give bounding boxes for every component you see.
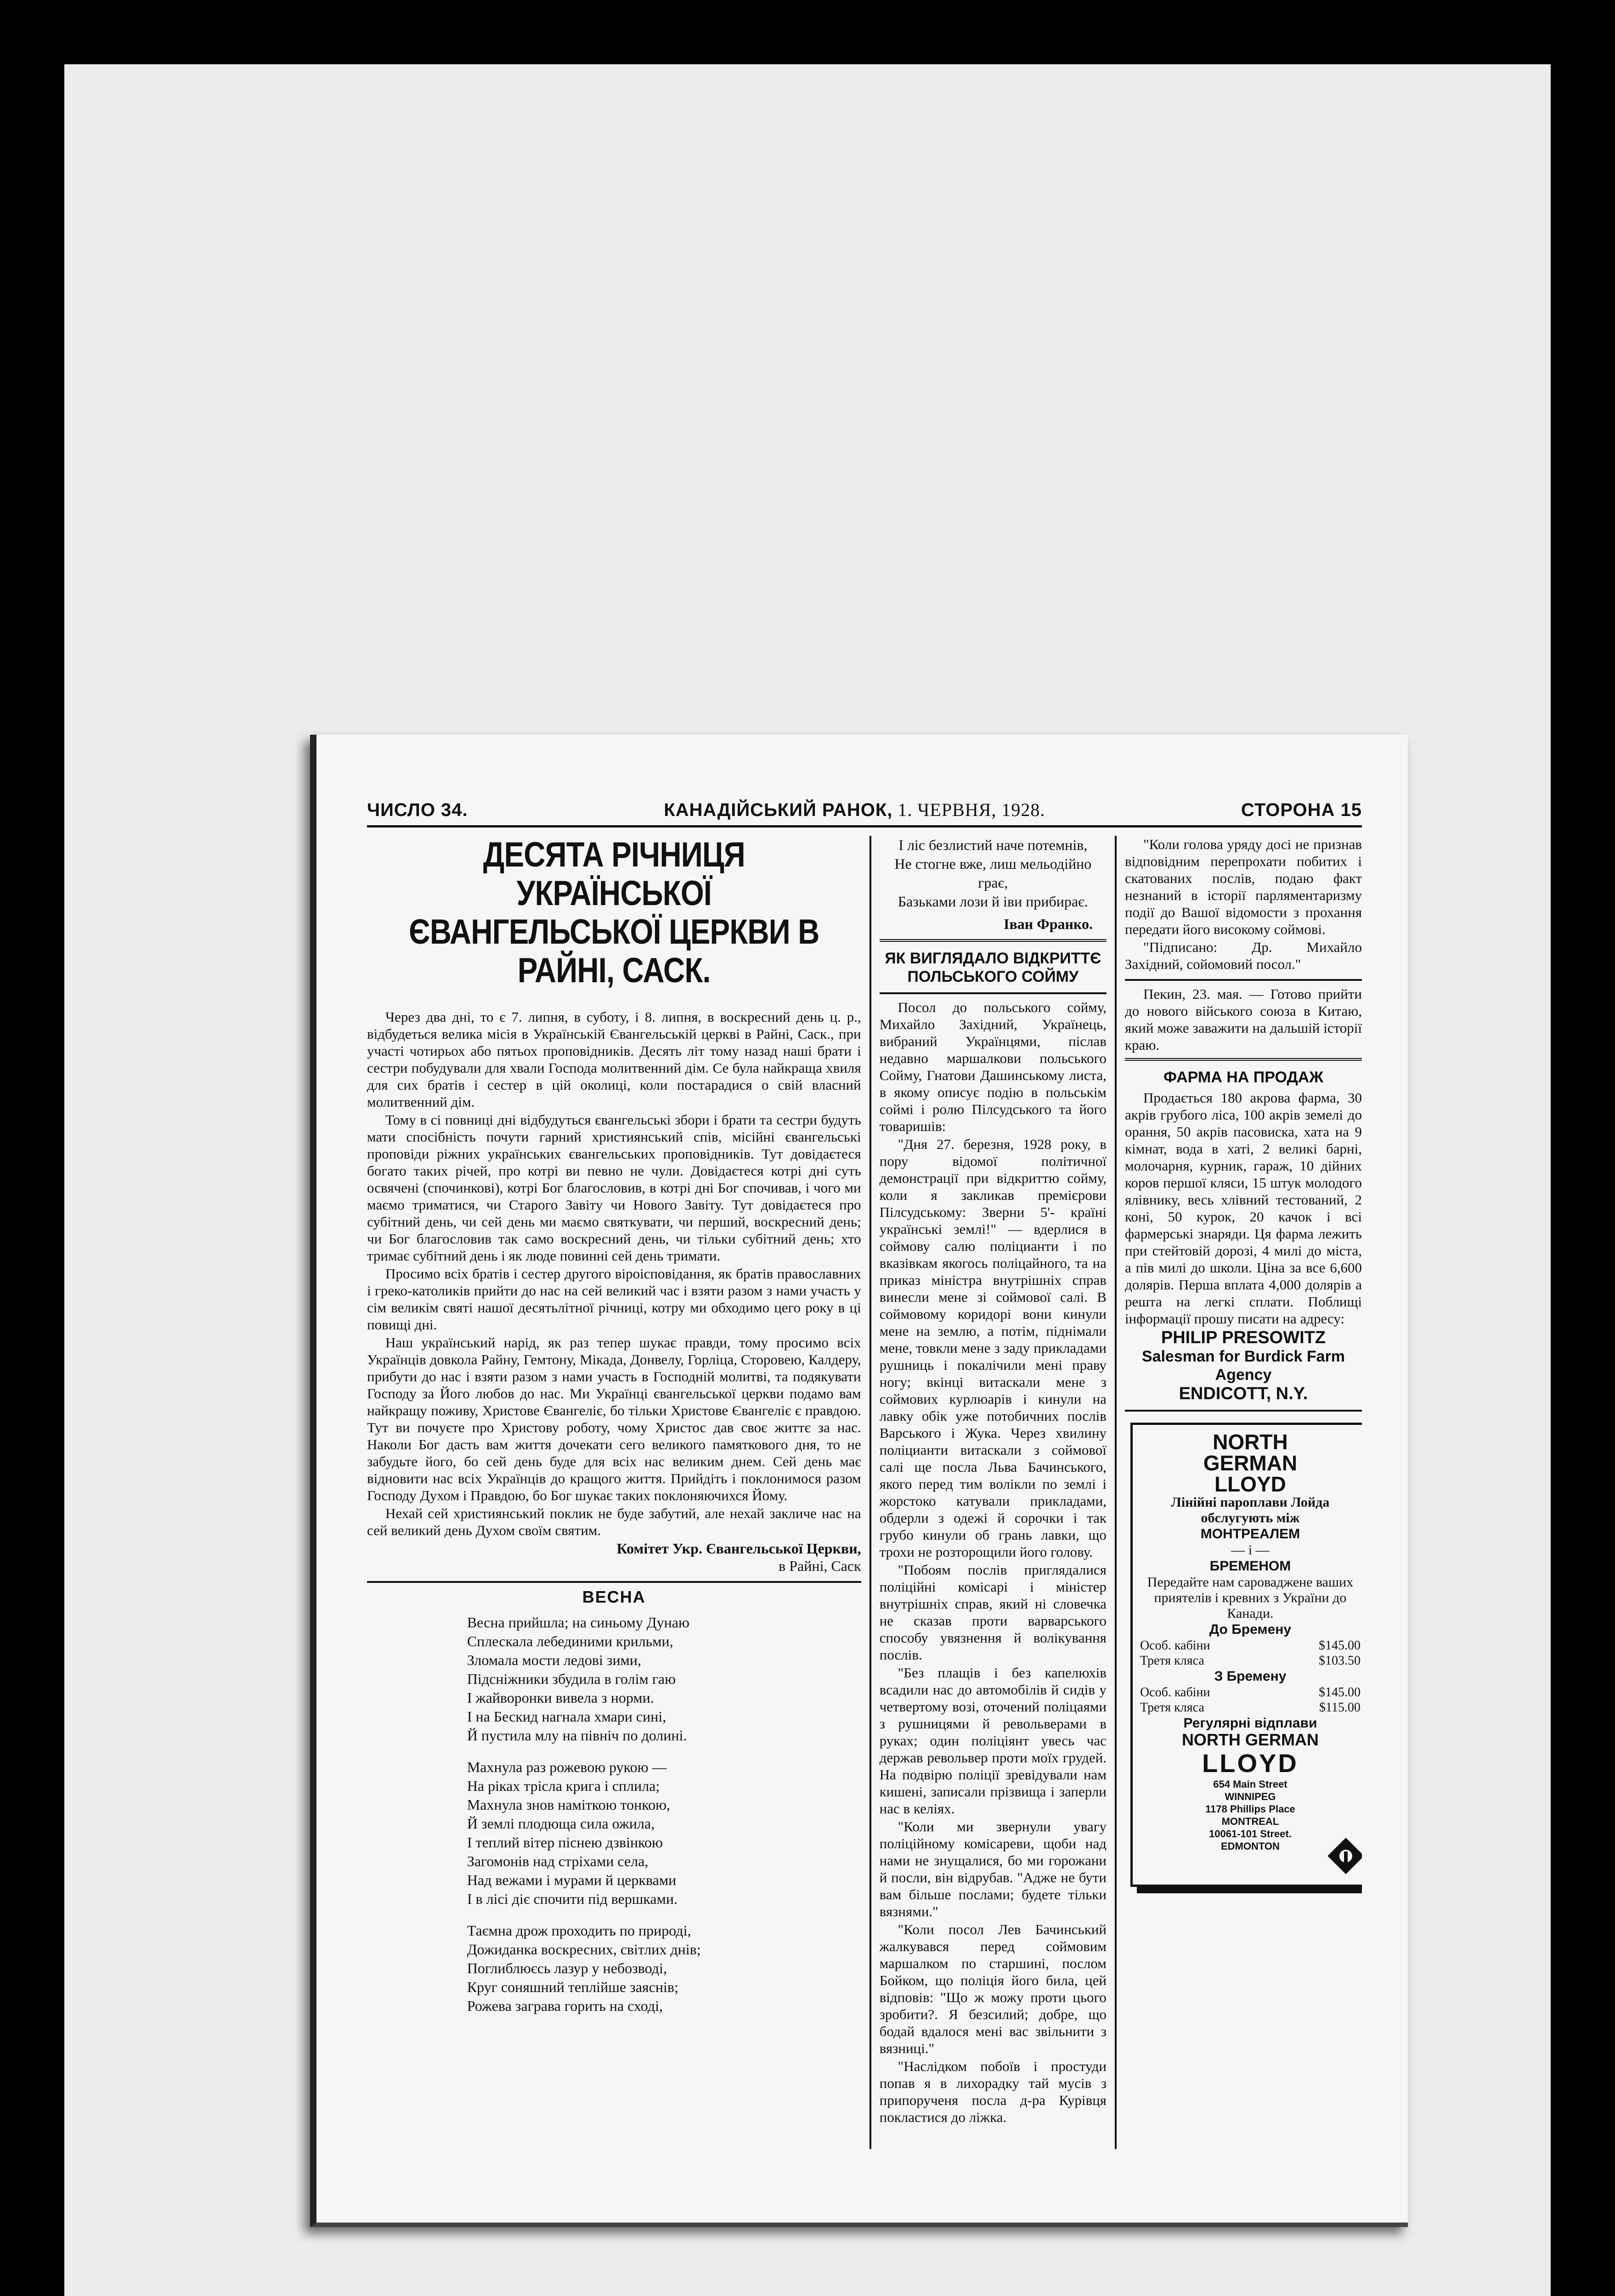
- ad-line: Лінійні пароплави Лойда обслугують між: [1171, 1495, 1330, 1525]
- signature: Комітет Укр. Євангельської Церкви,: [616, 1540, 861, 1557]
- company-key-logo-icon: [1327, 1838, 1362, 1874]
- poem-line: Таємна дрож проходить по природі,: [467, 1922, 691, 1939]
- divider: [1125, 979, 1362, 981]
- poem-line: Сплескала лебединими крильми,: [467, 1633, 673, 1649]
- poem-line: Над вежами і мурами й церквами: [467, 1872, 677, 1888]
- ad-city: БРЕМЕНОМ: [1209, 1559, 1291, 1574]
- brand-name: LLOYD: [1214, 1472, 1286, 1496]
- contact-title: Salesman for Burdick Farm: [1141, 1348, 1345, 1365]
- article-paragraph: Тому в сі повниці дні відбудуться євангельські збори і брати та сестри будуть мати спосібність почути гарний християнський спів, місійні євангельські проповіди ріжних українських євангельських проповідників. Тут довідаєтеся богато таких річей, про котрі ви певно не чули. Довідаєтеся котрі дні суть освячені (спочинкові), котрі Бог благословив, в котрі дні Бог спочивав, і чого ми маємо триматися, чи Старого Завіту чи Нового Завіту. Тут довідаєтеся про субітний день, чи сей день ми маємо святкувати, чи перший, воскресний день; чи Бог благословив так само воскресний день, чи тільки субітний день; хто тримає субітний день і як люде повинні сей день тримати.: [367, 1112, 861, 1264]
- fare-row: Особ. кабіни $145.00: [1140, 1685, 1361, 1699]
- column-middle: [871, 836, 1117, 2149]
- brand-name: NORTH: [1213, 1430, 1288, 1454]
- microfilm-frame: [64, 64, 1551, 2296]
- ad-city: МОНТРЕАЛЕМ: [1200, 1526, 1300, 1542]
- poem-stanza: [467, 1758, 761, 1908]
- divider: [880, 992, 1107, 994]
- ad-dash: — і —: [1231, 1542, 1270, 1558]
- poem-line: Зломала мости ледові зими,: [467, 1652, 641, 1668]
- article-title: ЯК ВИГЛЯДАЛО ВІДКРИТТЄ ПОЛЬСЬКОГО СОЙМУ: [885, 950, 1101, 985]
- address: 654 Main Street: [1213, 1778, 1287, 1790]
- article-title: ДЕСЯТА РІЧНИЦЯ УКРАЇНСЬКОЇ ЄВАНГЕЛЬСЬКОЇ ЦЕРКВИ В РАЙНІ, САСК.: [409, 836, 819, 990]
- divider: [1125, 1410, 1362, 1412]
- ad-title: ФАРМА НА ПРОДАЖ: [1163, 1069, 1323, 1086]
- masthead: КАНАДІЙСЬКИЙ РАНОК, 1. ЧЕРВНЯ, 1928.: [664, 799, 1045, 820]
- article-paragraph: Посол до польського сойму, Михайло Західний, Українець, вибраний Українцями, післав недавно маршалкови польського Сойму, Гнатови Дашинському листа, в якому описує подію в польськім соймі і ролю Пілсудського та його товаришів:: [879, 999, 1107, 1134]
- signature-place: в Райні, Саск: [779, 1558, 861, 1574]
- shipping-advertisement: [1130, 1423, 1362, 1887]
- poem-line: Загомонів над стріхами села,: [467, 1853, 649, 1869]
- article-paragraph: "Без плащів і без капелюхів всадили нас до автомобілів й сидів у четвертому возі, оточений поліцаями з рушницями й револьверами в руках; один поліціянт увесь час держав револьвер проти моїх грудей. На подвірю поліції зревідували нам кишені, записали прізвища і заперли нас в келіях.: [879, 1665, 1107, 1817]
- poem-line: І в лісі діє спочити під вершками.: [467, 1891, 678, 1907]
- brand-name: GERMAN: [1203, 1451, 1298, 1475]
- fare-heading: До Бремену: [1209, 1622, 1292, 1637]
- poem-author: Іван Франко.: [1004, 916, 1093, 932]
- address: 10061-101 Street.: [1209, 1828, 1292, 1840]
- contact-title: Agency: [1215, 1366, 1272, 1384]
- columns: [367, 836, 1362, 2149]
- poem-line: І на Бескид нагнала хмари сині,: [467, 1708, 666, 1725]
- fare-row: Третя кляса $115.00: [1140, 1700, 1361, 1715]
- fare-row: Особ. кабіни $145.00: [1140, 1638, 1361, 1653]
- article-paragraph: "Підписано: Др. Михайло Західний, сойомовий посол.": [1124, 939, 1362, 972]
- article-paragraph: Через два дні, то є 7. липня, в суботу, і 8. липня, в воскресний день ц. р., відбудеться велика місія в Українській Євангельській церкві в Райні, Саск., при участі чотирьох або пятьох проповідників. Десять літ тому назад наші брати і сестри побудували для хвали Господа молитвенний дім. Се була найкраща хвиля для сих братів і сестер в цій околиці, коли постарадися о свій власний молитвенний дім.: [367, 1009, 861, 1110]
- poem-line: Рожева заграва горить на сході,: [467, 1998, 663, 2014]
- article-paragraph: "Коли посол Лев Бачинський жалкувався перед соймовим маршалком по старшині, послом Бойком, що поліція його била, цей відповів: "Що ж можу проти цього зробити?. Я безсилий; добре, що бодай вдалося мені вас звільнити з вязниці.": [879, 1921, 1107, 2056]
- poem: [467, 1613, 761, 2015]
- poem-line: Й пустила млу на північ по долині.: [467, 1727, 687, 1744]
- poem-stanza: [467, 1921, 761, 2015]
- article-paragraph: Просимо всіх братів і сестер другого віроісповідання, як братів православних і греко-католиків прийти до нас на сей великий час і взяти разом з нами участь у сім великім святі нашої десятьлітної річниці, котру ми обходимо цего року в ці повищі дні.: [367, 1266, 861, 1333]
- contact-name: PHILIP PRESOWITZ: [1161, 1328, 1326, 1347]
- divider: [1125, 1058, 1362, 1061]
- article-paragraph: Наш український нарід, як раз тепер шукає правди, тому просимо всіх Українців довкола Райну, Гемтону, Мікада, Донвелу, Горліца, Сторовею, Калдеру, прибути до нас і взяти разом з нами участь в Господній молитві, та подякувати Господу за Його любов до нас. Ми Українці євангельської церкви подамо вам найкращу поживу, Христове Євангеліє, бо тільки Христове Євангеліє є правдою. Тут ви почуєте про Христову роботу, чому Христос дав своє життє за нас. Наколи Бог дасть вам життя дочекати сего великого памяткового дня, то не забудьте його, бо сей день буде для всіх нас великим днем. Сей день має відновити нас всіх Українців до кращого життя. Прийдіть і поклонимося разом Господу Духом і Правдою, бо Бог шукає таких поклоняючихся Йому.: [367, 1334, 861, 1503]
- divider: [367, 1581, 861, 1583]
- poem-ending: [880, 836, 1107, 933]
- poem-line: Базьками лози й іви прибирає.: [898, 893, 1088, 910]
- farm-contact: [1125, 1328, 1362, 1403]
- poem-line: Круг соняшний теплійше заяснів;: [467, 1979, 678, 1995]
- poem-line: Дожиданка воскресних, світлих днів;: [467, 1941, 701, 1958]
- poem-stanza: [467, 1613, 761, 1745]
- address: EDMONTON: [1220, 1840, 1280, 1852]
- address: 1178 Phillips Place: [1205, 1803, 1295, 1815]
- column-left: [367, 836, 871, 2149]
- article-paragraph: Нехай сей християнський поклик не буде забутий, але нехай закличе нас на сей великий день Духом своїм святим.: [367, 1505, 861, 1538]
- brand-name: NORTH GERMAN: [1181, 1730, 1319, 1749]
- article-paragraph: "Дня 27. березня, 1928 року, в пору відомої політичної демонстрації при відкриттю сойму, коли я закликав премієрови Пілсудському: Зверни 5'- країні українські землі!" — вдерлися в соймову салю поліцианти і по вказівкам якогось поліцайного, та на приказ міністра внутрішніх справ винесли мене зі соймової салі. В соймовому коридорі вони кинули мене на землю, а потім, піднімали мене, товкли мене з заду прикладами рушниць і покалічили мені праву ногу; вкінці витаскали мене з соймових курлюарів і кинули на лавку обік уже потобичних послів Варського і Жука. Через хвилину поліцианти витаскали з соймової салі ще посла Льва Бачинського, якого перед тим волікли по землі і жорстоко катували прикладами, обдерли з одежі й сорочки і так грубо кинули об грань лавки, що трохи не розторощили його голову.: [879, 1136, 1107, 1560]
- page-number: СТОРОНА 15: [1241, 800, 1362, 820]
- article-paragraph: "Коли ми звернули увагу поліційному комісареви, щоби над нами не знущалися, бо ми горожани й посли, він відрубав. "Аджe не бути вам більше послами; будете тільки вязнями.": [879, 1818, 1107, 1919]
- article-paragraph: "Побоям послів приглядалися поліційні комісарі і міністер внутрішніх справ, який ні словечка не сказав проти варварського способу увязнення й волікування послів.: [879, 1562, 1107, 1663]
- issue-number: ЧИСЛО 34.: [367, 800, 468, 820]
- poem-line: Весна прийшла; на синьому Дунаю: [467, 1614, 689, 1631]
- poem-line: Не стогне вже, лиш мельодійно грає,: [894, 855, 1092, 891]
- ad-text: Продається 180 акрова фарма, 30 акрів грубого ліса, 100 акрів земелі до орання, 50 акрів пасовиска, хата на 9 кімнат, вода в хаті, 2 великі барні, молочарня, курник, гараж, 10 дійних коров першої кляси, 15 штук молодого ялівнику, весь хлівний тестований, 2 коні, 50 курок, 20 качок і всі фармерські знаряди. Ця фарма лежить при стейтовій дорозі, 4 милі до міста, а пів милі до школи. Ціна за все 6,600 долярів. Перша вплата 4,000 долярів а решта на легкі сплати. Поблищі інформації прошу писати на адресу:: [1124, 1090, 1362, 1327]
- poem-line: Махнула знов наміткою тонкою,: [467, 1796, 671, 1813]
- brand-name: LLOYD: [1202, 1749, 1299, 1778]
- poem-line: Поглиблюєсь лазур у небозводі,: [467, 1960, 667, 1976]
- poem-line: Підсніжники збудила в голім гаю: [467, 1671, 676, 1687]
- poem-line: Й землі плодюща сила ожила,: [467, 1815, 655, 1832]
- page-header: [367, 799, 1362, 827]
- poem-line: І жайворонки вивела з норми.: [467, 1689, 654, 1706]
- article-paragraph: "Коли голова уряду досі не признав відповідним перепрохати побитих і скатованих послів, подаю факт незнаний в історії парляментаризму події до Вашої відомости з прохання передати його високому соймові.: [1124, 836, 1362, 937]
- contact-city: ENDICOTT, N.Y.: [1179, 1384, 1308, 1403]
- poem-line: І ліс безлистий наче потемнів,: [898, 837, 1088, 853]
- poem-title: ВЕСНА: [582, 1587, 646, 1606]
- news-item: Пекин, 23. мая. — Готово прийти до нового війського союза в Китаю, який може заважити на дальшій історії краю.: [1124, 986, 1362, 1053]
- ad-line: Регулярні відплави: [1183, 1716, 1317, 1731]
- column-right: [1117, 836, 1362, 2149]
- fare-row: Третя кляса $103.50: [1140, 1654, 1361, 1668]
- fare-heading: З Бремену: [1214, 1669, 1287, 1684]
- poem-line: На ріках тріслa крига і сплила;: [467, 1778, 660, 1794]
- poem-line: Махнула раз рожевою рукою —: [467, 1759, 667, 1775]
- address: MONTREAL: [1221, 1816, 1279, 1827]
- poem-line: І теплий вітер піснею дзвінкою: [467, 1834, 663, 1851]
- divider: [880, 939, 1107, 942]
- address: WINNIPEG: [1225, 1791, 1276, 1802]
- ad-line: Передайте нам сароваджене ваших приятелів і кревних з України до Канади.: [1147, 1575, 1354, 1621]
- article-paragraph: "Наслідком побоїв і простуди попав я в лихорадку тай мусів з припорученя посла д-ра Курівця покластися до ліжка.: [879, 2058, 1107, 2125]
- newspaper-page: [310, 735, 1408, 2227]
